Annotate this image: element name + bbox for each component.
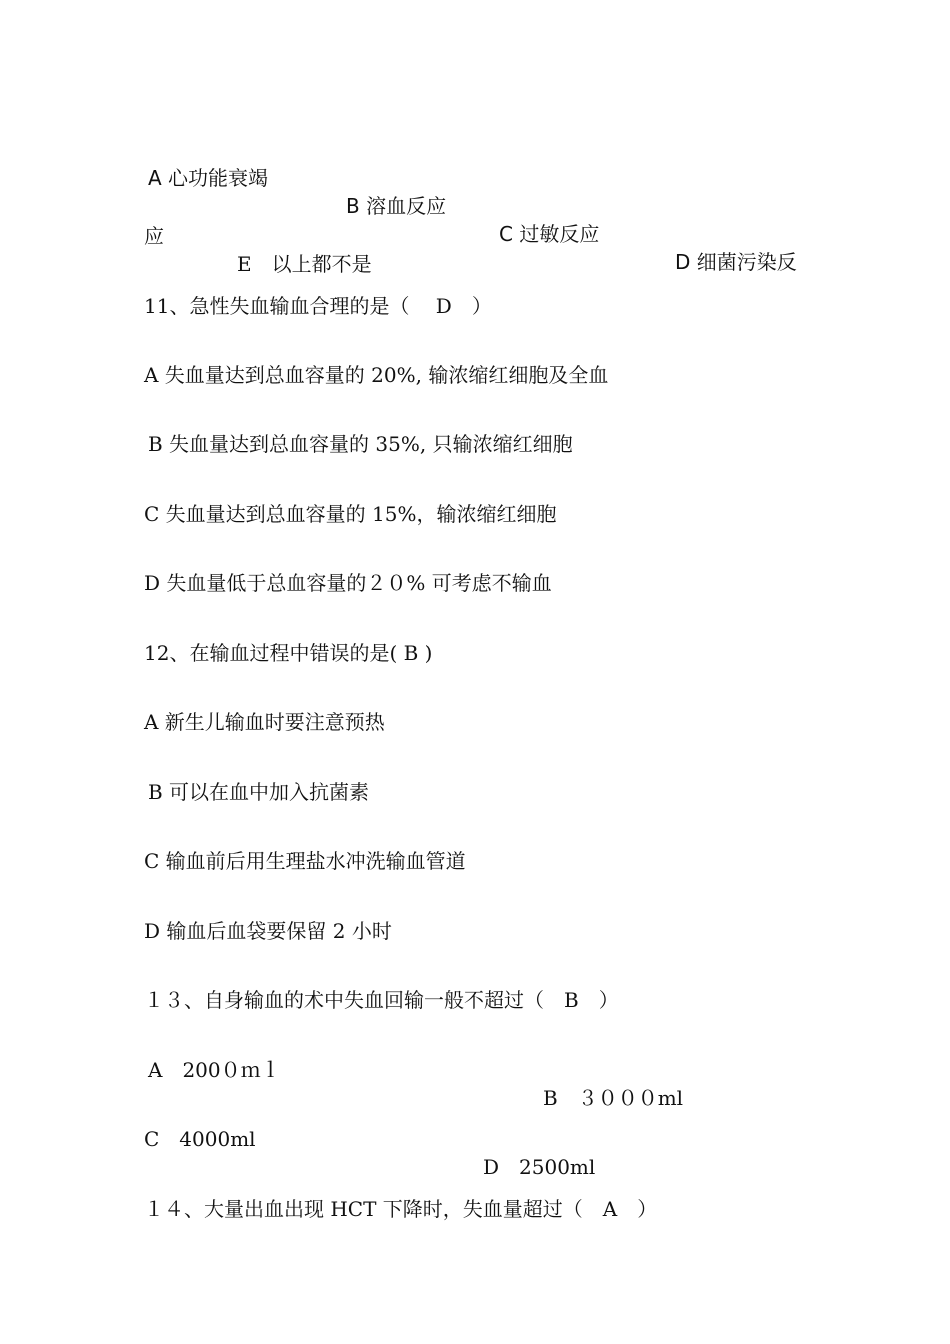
q11-question-text: 11、急性失血输血合理的是（ D ）: [144, 294, 492, 318]
q12-option-a-text: A 新生儿输血时要注意预热: [144, 710, 385, 734]
q13-option-c: C 4000ml: [144, 1127, 256, 1151]
q12-option-c-text: C 输血前后用生理盐水冲洗输血管道: [144, 849, 466, 873]
q12-question-text: 12、在输血过程中错误的是( B ): [144, 641, 433, 665]
q13-option-a: A 200０ｍｌ: [148, 1058, 281, 1082]
q10-option-d: D 细菌污染反: [675, 250, 797, 274]
q12-option-b-text: B 可以在血中加入抗菌素: [148, 780, 370, 804]
q10-option-c: C 过敏反应: [499, 222, 600, 246]
q11-option-b-text: B 失血量达到总血容量的 35%, 只输浓缩红细胞: [148, 432, 573, 456]
q11-option-d-text: D 失血量低于总血容量的２０% 可考虑不输血: [144, 571, 552, 595]
q14-question-text: １４、大量出血出现 HCT 下降时，失血量超过（ A ）: [144, 1197, 658, 1221]
q11-option-c-text: C 失血量达到总血容量的 15%，输浓缩红细胞: [144, 502, 557, 526]
q13-option-b: B ３０００ml: [543, 1086, 684, 1110]
q12-option-d-text: D 输血后血袋要保留 2 小时: [144, 919, 392, 943]
q10-option-d-continuation: 应: [144, 224, 164, 248]
q11-option-a-text: A 失血量达到总血容量的 20%, 输浓缩红细胞及全血: [144, 363, 609, 387]
q10-option-b: B 溶血反应: [346, 194, 447, 218]
q10-option-e: E 以上都不是: [237, 252, 372, 276]
q13-question-text: １３、自身输血的术中失血回输一般不超过（ B ）: [144, 988, 619, 1012]
q10-option-a: A 心功能衰竭: [148, 166, 269, 190]
q13-option-d: D 2500ml: [483, 1155, 596, 1179]
